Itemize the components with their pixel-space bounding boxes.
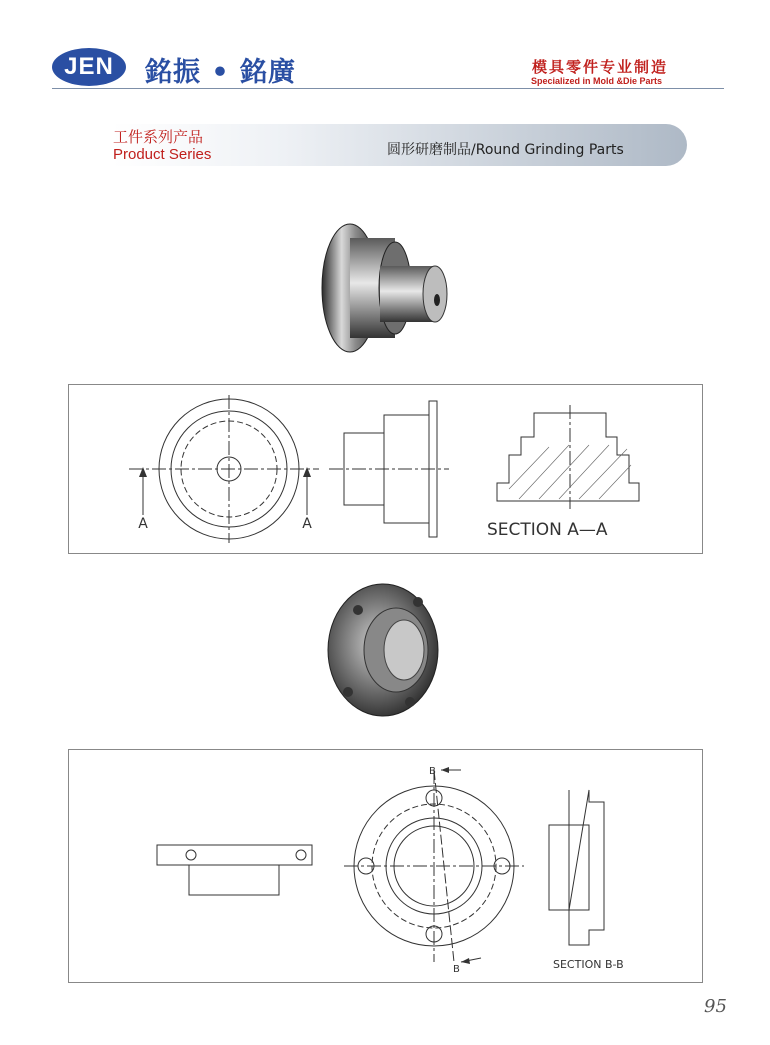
brand-name: 銘振 • 銘廣 [145, 57, 297, 88]
technical-drawing-1 [69, 385, 702, 553]
section-marker-top: B [429, 766, 436, 777]
company-logo [52, 48, 126, 86]
drawing-frame-2 [68, 749, 703, 983]
part-render-1 [310, 220, 470, 360]
section-marker-bottom: B [453, 964, 460, 975]
page-number: 95 [704, 996, 727, 1017]
drawing-frame-1 [68, 384, 703, 554]
section-arrowhead-top-icon [441, 767, 449, 773]
header-divider [52, 88, 724, 89]
series-title: 圆形研磨制品/Round Grinding Parts [387, 142, 624, 158]
tagline-chinese: 模具零件专业制造 [532, 58, 669, 76]
part-render-2 [318, 580, 448, 720]
section-arrowhead-bottom-icon [461, 958, 470, 964]
technical-drawing-2 [69, 750, 702, 982]
section-marker-left: A [138, 516, 148, 532]
tagline-english: Specialized in Mold &Die Parts [531, 76, 663, 86]
section-caption-a: SECTION A—A [487, 520, 608, 540]
logo-text: JEN [64, 53, 114, 80]
series-label-chinese: 工件系列产品 [113, 128, 204, 146]
section-marker-right: A [302, 516, 312, 532]
series-label-english: Product Series [113, 146, 212, 163]
section-caption-b: SECTION B-B [553, 958, 624, 971]
